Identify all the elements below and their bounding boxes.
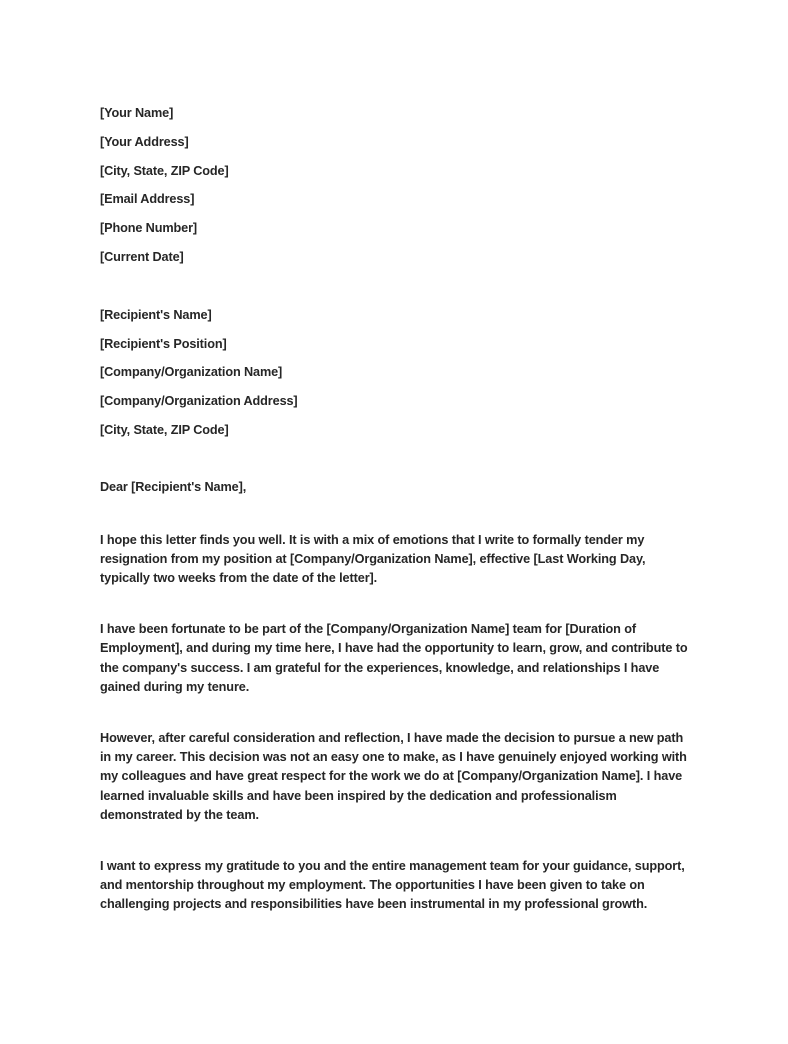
sender-address-block — [100, 99, 690, 272]
sender-line-date: [Current Date] — [100, 249, 184, 264]
recipient-line-company-name: [Company/Organization Name] — [100, 365, 283, 380]
recipient-line-position: [Recipient's Position] — [100, 336, 227, 351]
body-paragraph-3: However, after careful consideration and reflection, I have made the decision to pursue a new path in my career. This decision was not an easy one to make, as I have genuinely enjoyed working with my colleagues and have great respect for the work we do at [Company/Organization Name]. I have learned invaluable skills and have been inspired by the dedication and professionalism demonstrated by the team. — [100, 730, 687, 822]
body-paragraph-1: I hope this letter finds you well. It is with a mix of emotions that I write to formally tender my resignation from my position at [Company/Organization Name], effective [Last Working Day, typically two weeks from the date of the letter]. — [100, 532, 646, 585]
sender-line-city-state-zip: [City, State, ZIP Code] — [100, 163, 229, 178]
spacer-sender-recipient — [100, 272, 690, 301]
letter-body — [100, 99, 690, 915]
spacer-paragraph-3-4 — [100, 825, 690, 857]
body-paragraph-4: I want to express my gratitude to you and the entire management team for your guidance, support, and mentorship throughout my employment. The opportunities I have been given to take on challenging projects and responsibilities have been instrumental in my professional growth. — [100, 859, 685, 912]
spacer-paragraph-2-3 — [100, 697, 690, 729]
recipient-line-company-address: [Company/Organization Address] — [100, 394, 298, 409]
sender-line-name: [Your Name] — [100, 106, 174, 120]
recipient-line-city-state-zip: [City, State, ZIP Code] — [100, 422, 229, 437]
sender-line-email: [Email Address] — [100, 192, 195, 207]
recipient-address-block — [100, 301, 690, 445]
sender-line-address: [Your Address] — [100, 134, 189, 149]
body-paragraph-2: I have been fortunate to be part of the [Company/Organization Name] team for [Duration of Employment], and during my time here, I have had the opportunity to learn, grow, and contribute to the company's success. I am grateful for the experiences, knowledge, and relationships I have gained during my tenure. — [100, 622, 688, 694]
spacer-salutation-body — [100, 502, 690, 531]
spacer-paragraph-1-2 — [100, 588, 690, 620]
spacer-recipient-salutation — [100, 445, 690, 473]
recipient-line-name: [Recipient's Name] — [100, 307, 212, 322]
salutation: Dear [Recipient's Name], — [100, 479, 247, 494]
sender-line-phone: [Phone Number] — [100, 221, 198, 236]
